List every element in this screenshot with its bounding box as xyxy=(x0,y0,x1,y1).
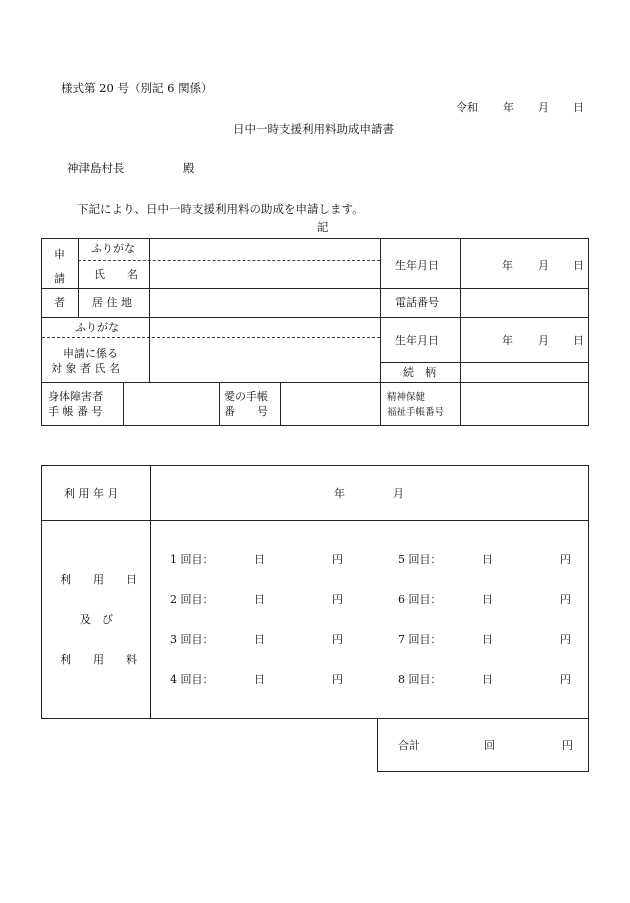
applicant-birth-day-unit: 日 xyxy=(573,259,584,272)
form-number: 様式第 20 号（別記 6 関係） xyxy=(61,81,213,95)
usage-period-year-unit: 年 xyxy=(334,487,345,500)
applicant-char-3: 者 xyxy=(54,296,65,309)
phone-label: 電話番号 xyxy=(395,296,439,309)
usage-side-label-3: 利 用 料 xyxy=(60,653,137,666)
target-birth-month-unit: 月 xyxy=(538,334,549,347)
usage-side-label-2: 及 び xyxy=(80,613,113,626)
usage-period-month-unit: 月 xyxy=(393,487,404,500)
usage-entry-3-label: 3 回目： xyxy=(170,633,214,646)
usage-entry-7-day-unit: 日 xyxy=(482,633,493,646)
usage-entry-8-label: 8 回目： xyxy=(398,673,442,686)
usage-entry-5-label: 5 回目： xyxy=(398,553,442,566)
usage-entry-2-yen-unit: 円 xyxy=(332,593,343,606)
usage-entry-1-yen-unit: 円 xyxy=(332,553,343,566)
usage-table xyxy=(41,465,589,719)
total-box xyxy=(377,718,589,772)
applicant-address-label: 居 住 地 xyxy=(92,296,132,309)
physical-disability-label-line1: 身体障害者 xyxy=(48,390,103,403)
usage-entry-6-label: 6 回目： xyxy=(398,593,442,606)
total-label: 合計 xyxy=(398,739,420,752)
usage-entry-4-yen-unit: 円 xyxy=(332,673,343,686)
applicant-table xyxy=(41,238,589,426)
applicant-birthdate-label: 生年月日 xyxy=(395,259,439,272)
ki-label: 記 xyxy=(317,220,329,234)
usage-entry-3-day-unit: 日 xyxy=(254,633,265,646)
ai-techo-label-line2: 番 号 xyxy=(224,405,268,418)
total-yen-unit: 円 xyxy=(562,739,573,752)
target-name-label-line2: 対 象 者 氏 名 xyxy=(51,362,120,375)
mental-health-label-line1: 精神保健 xyxy=(387,392,426,403)
date-year-unit: 年 xyxy=(503,101,514,114)
usage-entry-6-day-unit: 日 xyxy=(482,593,493,606)
usage-entry-8-yen-unit: 円 xyxy=(560,673,571,686)
usage-entry-4-day-unit: 日 xyxy=(254,673,265,686)
applicant-name-label: 氏 名 xyxy=(94,268,138,281)
document-title: 日中一時支援利用料助成申請書 xyxy=(233,122,394,136)
total-count-unit: 回 xyxy=(484,739,495,752)
addressee: 神津島村長 xyxy=(67,161,125,175)
target-name-label-line1: 申請に係る xyxy=(63,347,118,360)
usage-entry-1-day-unit: 日 xyxy=(254,553,265,566)
target-birth-day-unit: 日 xyxy=(573,334,584,347)
physical-disability-label-line2: 手 帳 番 号 xyxy=(48,405,103,418)
usage-period-label: 利 用 年 月 xyxy=(64,487,119,500)
honorific: 殿 xyxy=(183,161,195,175)
ai-techo-label-line1: 愛の手帳 xyxy=(224,390,268,403)
target-birth-year-unit: 年 xyxy=(502,334,513,347)
usage-entry-7-yen-unit: 円 xyxy=(560,633,571,646)
usage-entry-6-yen-unit: 円 xyxy=(560,593,571,606)
date-month-unit: 月 xyxy=(538,101,549,114)
usage-entry-4-label: 4 回目： xyxy=(170,673,214,686)
applicant-char-1: 申 xyxy=(54,248,65,261)
relationship-label: 続 柄 xyxy=(403,366,436,379)
applicant-char-2: 請 xyxy=(54,272,65,285)
usage-side-label-1: 利 用 日 xyxy=(60,573,137,586)
intro-text: 下記により、日中一時支援利用料の助成を申請します。 xyxy=(77,202,364,216)
mental-health-label-line2: 福祉手帳番号 xyxy=(387,407,445,418)
target-birthdate-label: 生年月日 xyxy=(395,334,439,347)
date-era: 令和 xyxy=(456,101,478,114)
usage-entry-5-day-unit: 日 xyxy=(482,553,493,566)
usage-entry-2-day-unit: 日 xyxy=(254,593,265,606)
date-day-unit: 日 xyxy=(573,101,584,114)
usage-entry-3-yen-unit: 円 xyxy=(332,633,343,646)
usage-entry-2-label: 2 回目： xyxy=(170,593,214,606)
applicant-birth-year-unit: 年 xyxy=(502,259,513,272)
usage-entry-8-day-unit: 日 xyxy=(482,673,493,686)
applicant-furigana-label: ふりがな xyxy=(91,242,135,255)
usage-entry-7-label: 7 回目： xyxy=(398,633,442,646)
target-furigana-label: ふりがな xyxy=(75,321,119,334)
usage-entry-5-yen-unit: 円 xyxy=(560,553,571,566)
applicant-birth-month-unit: 月 xyxy=(538,259,549,272)
usage-entry-1-label: 1 回目： xyxy=(170,553,214,566)
